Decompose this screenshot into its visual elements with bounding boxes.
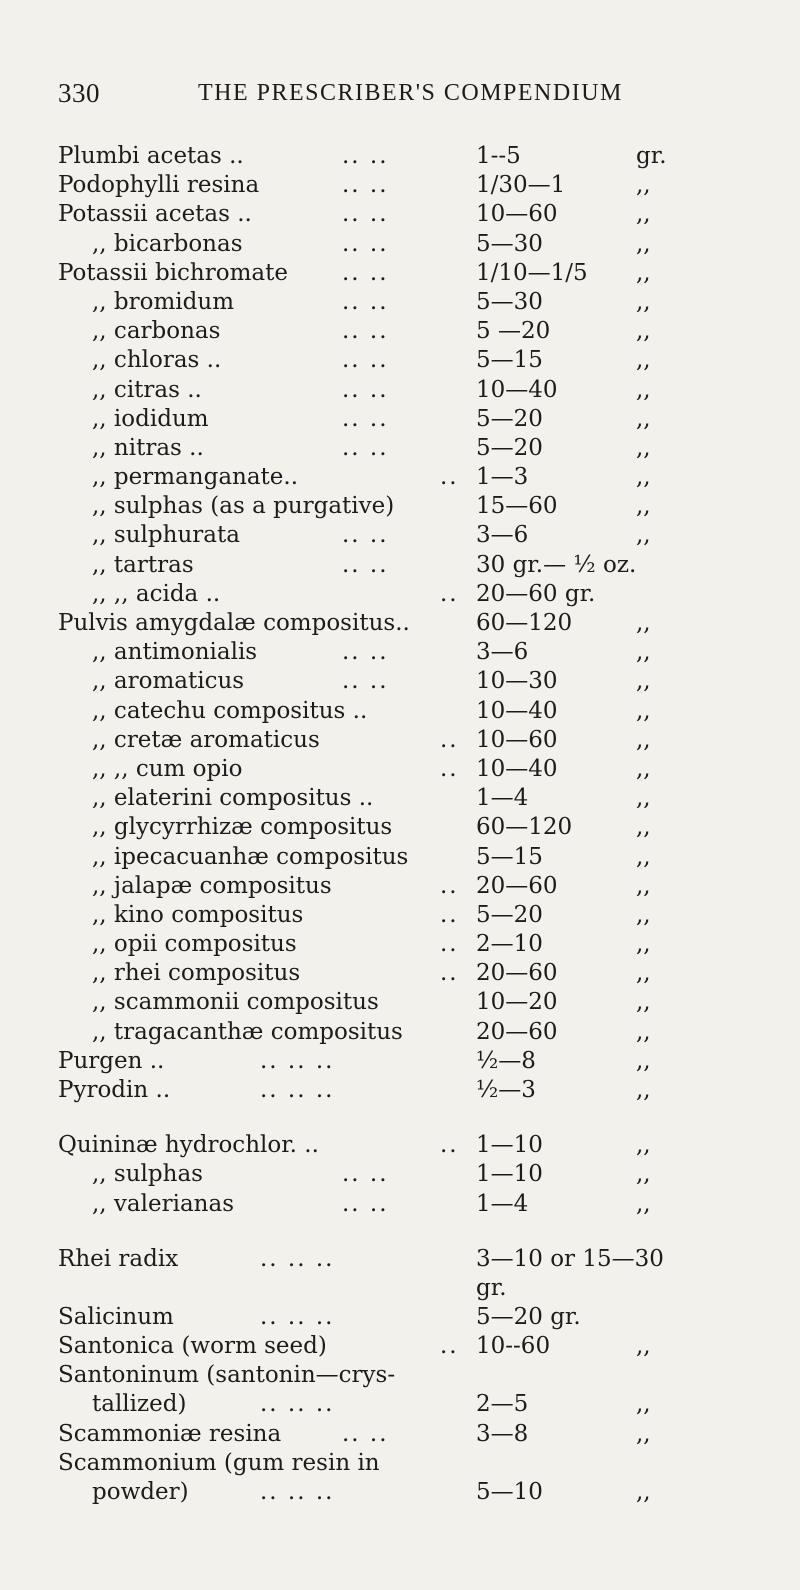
leader-dots: .. .. [342, 639, 389, 666]
drug-name: ,, bicarbonas [92, 230, 243, 257]
dose-range: 10—40 [476, 697, 558, 724]
leader-dots: .. .. [342, 522, 389, 549]
list-item [0, 434, 800, 463]
dose-unit: ,, [636, 1077, 651, 1103]
drug-name: ,, ,, cum opio [92, 755, 243, 782]
dose-range: 1/30—1 [476, 172, 566, 199]
drug-name: ,, sulphas (as a purgative) [92, 493, 395, 520]
drug-name: Pyrodin .. [58, 1077, 171, 1103]
leader-dots: .. [440, 931, 459, 958]
list-item [0, 230, 800, 259]
drug-name: ,, citras .. [92, 376, 202, 403]
drug-name: Pulvis amygdalæ compositus.. [58, 610, 410, 636]
dose-unit: ,, [636, 1420, 651, 1447]
dose-unit: ,, [636, 522, 651, 549]
drug-name: Santoninum (santonin—crys- [58, 1362, 396, 1389]
dose-unit: ,, [636, 668, 651, 695]
drug-name: Quininæ hydrochlor. .. [58, 1132, 319, 1159]
dose-range: 5—30 [476, 230, 543, 257]
dose-unit: ,, [636, 989, 651, 1016]
drug-name: ,, bromidum [92, 288, 235, 315]
drug-name: ,, tartras [92, 551, 194, 578]
dose-unit: ,, [636, 434, 651, 461]
list-item [0, 376, 800, 405]
dose-range: 1—10 [476, 1161, 543, 1188]
dose-range: 3—8 [476, 1420, 529, 1447]
leader-dots: .. .. [342, 668, 389, 695]
leader-dots: .. .. [342, 376, 389, 403]
leader-dots: .. .. [342, 434, 389, 461]
dose-range: 5—20 gr. [476, 1303, 581, 1330]
dose-unit: ,, [636, 931, 651, 958]
drug-name: ,, chloras .. [92, 347, 222, 374]
leader-dots: .. .. [342, 1161, 389, 1188]
leader-dots: .. .. [342, 347, 389, 374]
drug-name: ,, aromaticus [92, 668, 245, 695]
leader-dots: .. [440, 755, 459, 782]
dose-unit: ,, [636, 230, 651, 257]
dose-range: 10--60 [476, 1332, 551, 1359]
dose-unit: ,, [636, 901, 651, 928]
leader-dots: .. .. .. [260, 1391, 335, 1418]
list-item [0, 1018, 800, 1047]
drug-name: ,, carbonas [92, 318, 221, 345]
dose-range: 30 gr.— ½ oz. [476, 551, 637, 578]
drug-name: ,, scammonii compositus [92, 989, 379, 1016]
dose-unit: ,, [636, 464, 651, 491]
dose-unit: ,, [636, 1132, 651, 1159]
page-number: 330 [58, 78, 100, 108]
list-item [0, 1478, 800, 1507]
list-item [0, 988, 800, 1017]
drug-name: ,, valerianas [92, 1190, 234, 1217]
dose-range: 5—10 [476, 1478, 543, 1505]
drug-name: ,, cretæ aromaticus [92, 726, 320, 753]
dose-unit: ,, [636, 405, 651, 432]
list-item [0, 346, 800, 375]
dose-range: 60—120 [476, 814, 573, 841]
drug-name: Scammoniæ resina [58, 1420, 282, 1447]
drug-name: Rhei radix [58, 1245, 179, 1272]
dose-unit: ,, [636, 1018, 651, 1045]
list-item [0, 1420, 800, 1449]
drug-name: Podophylli resina [58, 172, 260, 199]
drug-name: Plumbi acetas .. [58, 143, 244, 169]
list-item [0, 521, 800, 550]
dose-unit: ,, [636, 960, 651, 987]
list-item [0, 1245, 800, 1303]
list-item [0, 405, 800, 434]
dose-unit: ,, [636, 610, 651, 636]
dose-range: 5—30 [476, 288, 543, 315]
dose-range: ½—8 [476, 1047, 536, 1074]
list-item [0, 959, 800, 988]
leader-dots: .. [440, 960, 459, 987]
dose-unit-continued: gr. [476, 1274, 507, 1301]
list-item [0, 638, 800, 667]
dose-range: 1--5 [476, 143, 521, 169]
list-item [0, 317, 800, 346]
dose-range: 1—4 [476, 1190, 529, 1217]
drug-name: ,, glycyrrhizæ compositus [92, 814, 393, 841]
dose-range: 5—15 [476, 347, 543, 374]
leader-dots: .. [440, 872, 459, 899]
dose-range: 5—20 [476, 901, 543, 928]
drug-name: Scammonium (gum resin in [58, 1449, 380, 1476]
leader-dots: .. .. [342, 551, 389, 578]
drug-name: ,, rhei compositus [92, 960, 301, 987]
list-item [0, 784, 800, 813]
list-item [0, 492, 800, 521]
drug-name: ,, ipecacuanhæ compositus [92, 843, 409, 870]
list-item [0, 1303, 800, 1332]
dose-unit: ,, [636, 1332, 651, 1359]
dose-range: 2—10 [476, 931, 543, 958]
list-item [0, 755, 800, 784]
dose-unit: ,, [636, 697, 651, 724]
list-item [0, 1361, 800, 1390]
list-item [0, 1160, 800, 1189]
running-header [58, 78, 758, 118]
list-item [0, 697, 800, 726]
leader-dots: .. .. .. [260, 1077, 335, 1103]
dose-unit: ,, [636, 347, 651, 374]
list-item [0, 726, 800, 755]
dose-range: 2—5 [476, 1391, 529, 1418]
leader-dots: .. .. [342, 1190, 389, 1217]
dose-range: 10—60 [476, 201, 558, 228]
drug-name: ,, nitras .. [92, 434, 204, 461]
leader-dots: .. .. [342, 143, 389, 169]
drug-name: ,, permanganate.. [92, 464, 299, 491]
leader-dots: .. [440, 1132, 459, 1159]
dose-unit: ,, [636, 493, 651, 520]
list-item [0, 142, 800, 171]
dose-range: 3—10 or 15—30 [476, 1245, 664, 1272]
leader-dots: .. .. .. [260, 1245, 335, 1272]
drug-name: Potassii acetas .. [58, 201, 252, 228]
drug-name: Purgen .. [58, 1047, 165, 1074]
dose-unit: ,, [636, 755, 651, 782]
dose-range: 1—4 [476, 785, 529, 812]
list-item [0, 1047, 800, 1076]
drug-name: ,, ,, acida .. [92, 580, 221, 607]
leader-dots: .. .. [342, 172, 389, 199]
list-item [0, 288, 800, 317]
dose-unit: ,, [636, 201, 651, 228]
dose-range: 20—60 gr. [476, 580, 596, 607]
leader-dots: .. .. [342, 259, 389, 286]
drug-name: tallized) [92, 1391, 187, 1418]
dose-unit: ,, [636, 1190, 651, 1217]
drug-name: ,, antimonialis [92, 639, 258, 666]
dose-unit: ,, [636, 843, 651, 870]
drug-name: ,, catechu compositus .. [92, 697, 368, 724]
drug-name: Potassii bichromate [58, 259, 288, 286]
drug-name: ,, elaterini compositus .. [92, 785, 374, 812]
dose-unit: ,, [636, 376, 651, 403]
dose-unit: ,, [636, 1391, 651, 1418]
dose-range: 10—40 [476, 755, 558, 782]
list-item [0, 171, 800, 200]
list-item [0, 259, 800, 288]
dose-range: 5 —20 [476, 318, 551, 345]
drug-name: powder) [92, 1478, 189, 1505]
leader-dots: .. [440, 726, 459, 753]
drug-name: Salicinum [58, 1303, 174, 1330]
list-item [0, 813, 800, 842]
list-item [0, 551, 800, 580]
dose-unit: ,, [636, 259, 651, 286]
leader-dots: .. .. [342, 230, 389, 257]
list-item [0, 200, 800, 229]
dose-range: 3—6 [476, 639, 529, 666]
leader-dots: .. [440, 901, 459, 928]
dose-range: 1/10—1/5 [476, 259, 588, 286]
list-item [0, 872, 800, 901]
drug-name: ,, jalapæ compositus [92, 872, 332, 899]
list-item [0, 580, 800, 609]
drug-name: ,, tragacanthæ compositus [92, 1018, 403, 1045]
dose-range: 1—10 [476, 1132, 543, 1159]
leader-dots: .. [440, 464, 459, 491]
drug-name: ,, sulphas [92, 1161, 203, 1188]
dose-range: 10—30 [476, 668, 558, 695]
dose-range: 10—40 [476, 376, 558, 403]
dose-range: 20—60 [476, 872, 558, 899]
dose-range: 5—20 [476, 405, 543, 432]
dose-range: 3—6 [476, 522, 529, 549]
list-item [0, 1332, 800, 1361]
leader-dots: .. .. .. [260, 1478, 335, 1505]
dose-unit: ,, [636, 318, 651, 345]
dose-unit: ,, [636, 872, 651, 899]
dose-range: 60—120 [476, 610, 573, 636]
leader-dots: .. .. [342, 288, 389, 315]
drug-name: ,, sulphurata [92, 522, 240, 549]
list-item [0, 609, 800, 638]
list-item [0, 1449, 800, 1478]
dose-range: 5—15 [476, 843, 543, 870]
dose-range: 10—60 [476, 726, 558, 753]
dose-unit: ,, [636, 814, 651, 841]
drug-name: ,, opii compositus [92, 931, 297, 958]
dose-range: ½—3 [476, 1077, 536, 1103]
list-item [0, 843, 800, 872]
dose-unit: ,, [636, 1047, 651, 1074]
dose-range: 10—20 [476, 989, 558, 1016]
dose-unit: ,, [636, 726, 651, 753]
drug-name: ,, kino compositus [92, 901, 304, 928]
list-item [0, 1076, 800, 1105]
list-item [0, 667, 800, 696]
dose-unit: ,, [636, 639, 651, 666]
list-item [0, 930, 800, 959]
list-item [0, 1131, 800, 1160]
dose-range: 1—3 [476, 464, 529, 491]
dose-range: 20—60 [476, 960, 558, 987]
leader-dots: .. .. [342, 201, 389, 228]
dose-unit: ,, [636, 1161, 651, 1188]
list-item [0, 1390, 800, 1419]
leader-dots: .. .. [342, 405, 389, 432]
dose-unit: ,, [636, 172, 651, 199]
dose-range: 5—20 [476, 434, 543, 461]
leader-dots: .. .. [342, 318, 389, 345]
drug-name: Santonica (worm seed) [58, 1332, 327, 1359]
list-item [0, 901, 800, 930]
dosage-list [0, 142, 800, 1507]
list-item [0, 463, 800, 492]
dose-unit: ,, [636, 288, 651, 315]
list-item [0, 1190, 800, 1219]
leader-dots: .. [440, 1332, 459, 1359]
leader-dots: .. [440, 580, 459, 607]
running-title: THE PRESCRIBER'S COMPENDIUM [198, 80, 623, 106]
leader-dots: .. .. .. [260, 1303, 335, 1330]
leader-dots: .. .. .. [260, 1047, 335, 1074]
dose-range: 15—60 [476, 493, 558, 520]
leader-dots: .. .. [342, 1420, 389, 1447]
dose-unit: ,, [636, 785, 651, 812]
dose-unit: ,, [636, 1478, 651, 1505]
dose-unit: gr. [636, 143, 667, 169]
dose-range: 20—60 [476, 1018, 558, 1045]
drug-name: ,, iodidum [92, 405, 209, 432]
